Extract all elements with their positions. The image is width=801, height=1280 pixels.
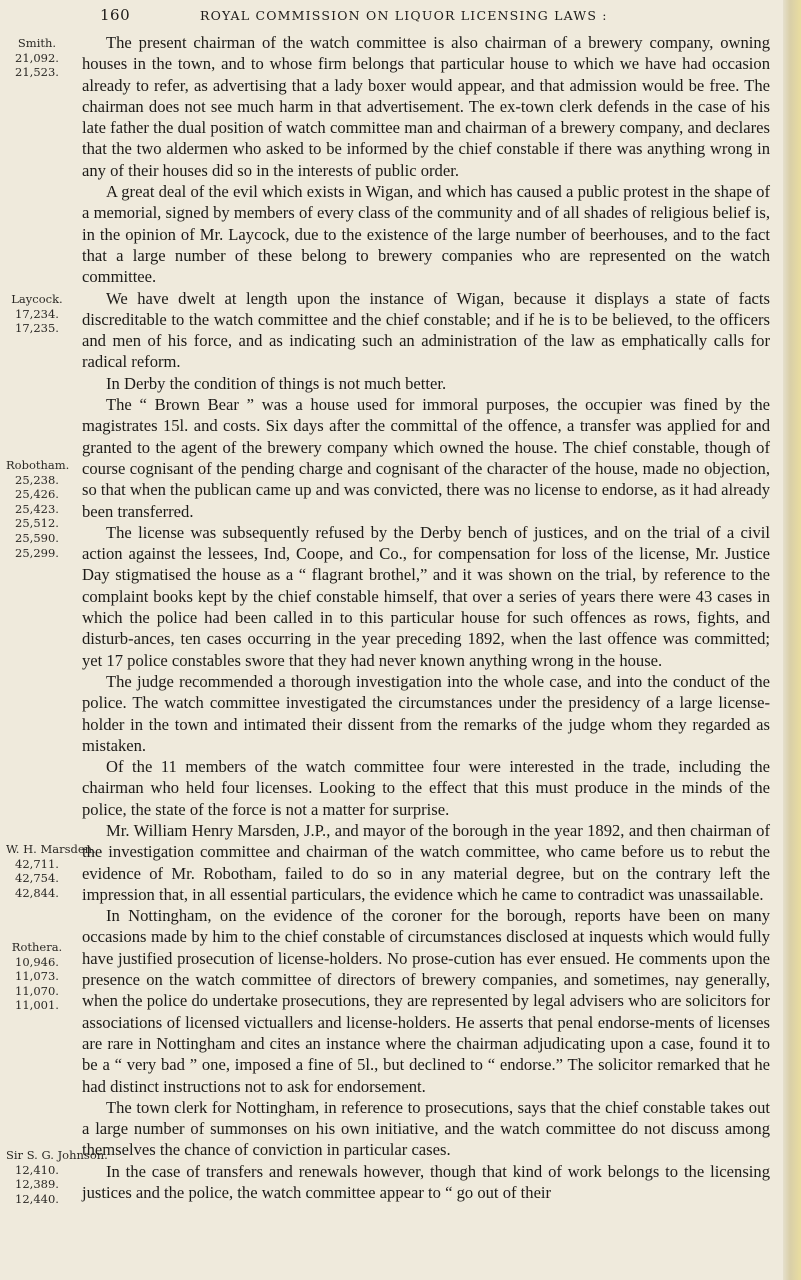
paragraph: In Nottingham, on the evidence of the coroner for the borough, reports have been on many occasions made by him to the chief constable of circumstances disclosed at inquests which would fully have justified prosecution of license-holders. No prose-cution has ever ensued. He comments upon the presence on the watch committee of directors of brewery companies, and sometimes, nay generally, when the police do undertake prosecutions, they are represented by legal advisers who are solicitors for associations of licensed victuallers and license-holders. He asserts that penal endorse-ments of licenses are rare in Nottingham and cites an instance where the chairman adjudicating upon a case, found it to be a “ very bad ” one, imposed a fine of 5l., but declined to “ endorse.” The solicitor remarked that he had distinct instructions not to ask for endorsement. (82, 906, 770, 1096)
margin-note-name: Laycock. (11, 292, 63, 306)
margin-note-laycock (6, 292, 68, 336)
paragraph: In Derby the condition of things is not much better. (106, 373, 447, 393)
margin-note-ref: 11,001. (15, 998, 59, 1013)
page-edge (783, 0, 801, 1280)
margin-note-ref: 11,073. (15, 969, 59, 984)
paragraph: A great deal of the evil which exists in Wigan, and which has caused a public protest in the shape of a memorial, signed by members of every class of the community and of all shades of religious belief is, in the opinion of Mr. Laycock, due to the existence of the large number of beerhouses, and to the fact that a large number of these belong to brewery companies who are represented on the watch committee. (82, 182, 770, 287)
margin-note-name: Robotham. (6, 458, 70, 472)
margin-note-ref: 42,711. (15, 856, 59, 871)
page-header (0, 4, 801, 28)
margin-note-marsden (6, 842, 96, 900)
margin-note-name: Smith. (17, 36, 57, 50)
margin-note-ref: 11,070. (15, 983, 59, 998)
paragraph: The license was subsequently refused by the Derby bench of justices, and on the trial of a civil action against the lessees, Ind, Coope, and Co., for compensation for loss of the license, Mr. Justice Day stigmatised the house as a “ flagrant brothel,” and it was shown on the trial, by reference to the complaint books kept by the chief constable himself, that over a series of years there were 43 cases in which the police had been called in to this particular house for such offences as rows, fights, and disturb-ances, ten cases occurring in the year preceding 1892, when the last offence was committed; yet 17 police constables swore that they had never known anything wrong in the house. (82, 522, 770, 670)
margin-note-robotham (6, 458, 68, 560)
margin-note-ref: 12,389. (15, 1177, 59, 1192)
running-head: ROYAL COMMISSION ON LIQUOR LICENSING LAWS : (200, 8, 608, 23)
margin-note-ref: 10,946. (15, 954, 59, 969)
margin-note-ref: 12,410. (15, 1162, 59, 1177)
body-text (82, 32, 770, 1203)
margin-note-ref: 25,423. (15, 501, 59, 516)
margin-note-smith (6, 36, 68, 80)
paragraph: The “ Brown Bear ” was a house used for immoral purposes, the occupier was fined by the magistrates 15l. and costs. Six days after the committal of the offence, a transfer was applied for and granted to the agent of the brewery company which owned the house. The chief constable, though of course cognisant of the pending charge and cognisant of the character of the house, made no objection, so that when the publican came up and was convicted, there was no license to endorse, as it had already been transferred. (82, 395, 770, 521)
paragraph: Mr. William Henry Marsden, J.P., and mayor of the borough in the year 1892, and then chairman of the investigation committee and chairman of the watch committee, who came before us to rebut the evidence of Mr. Robotham, failed to do so in any material degree, but on the contrary left the impression that, in all essential particulars, the evidence which he came to contradict was unassailable. (82, 820, 770, 904)
paragraph: The judge recommended a thorough investigation into the whole case, and into the conduct of the police. The watch committee investigated the circumstances under the presidency of a large license-holder in the town and intimated their dissent from the remarks of the judge whom they regarded as mistaken. (82, 671, 770, 755)
page-number: 160 (100, 6, 131, 24)
margin-note-ref: 21,523. (15, 65, 59, 80)
margin-note-ref: 12,440. (15, 1191, 59, 1206)
paragraph: We have dwelt at length upon the instance of Wigan, because it displays a state of facts discreditable to the watch committee and the chief constable; and if he is to be believed, to the officers and men of his force, and as indicating such an administration of the law as emphatically calls for radical reform. (82, 288, 770, 372)
margin-note-ref: 25,512. (15, 516, 59, 531)
margin-note-ref: 25,299. (15, 545, 59, 560)
margin-note-ref: 25,426. (15, 487, 59, 502)
margin-note-name: W. H. Marsden. (6, 842, 96, 856)
paragraph: Of the 11 members of the watch committee four were interested in the trade, including the chairman who held four licenses. Looking to the effect that this must produce in the minds of the police, the state of the force is not a matter for surprise. (82, 757, 770, 819)
paragraph: The town clerk for Nottingham, in reference to prosecutions, says that the chief constable takes out a large number of summonses on his own initiative, and the watch committee do not discuss among themselves the chance of conviction in particular cases. (82, 1097, 770, 1160)
paragraph: In the case of transfers and renewals however, though that kind of work belongs to the licensing justices and the police, the watch committee appear to “ go out of their (82, 1161, 770, 1203)
margin-note-ref: 17,234. (15, 306, 59, 321)
margin-note-ref: 17,235. (15, 321, 59, 336)
margin-note-rothera (6, 940, 68, 1013)
margin-note-ref: 42,844. (15, 885, 59, 900)
margin-note-johnson (6, 1148, 108, 1206)
margin-note-ref: 21,092. (15, 50, 59, 65)
margin-note-ref: 25,590. (15, 530, 59, 545)
margin-note-name: Rothera. (11, 940, 63, 954)
margin-note-ref: 42,754. (15, 871, 59, 886)
paragraph: The present chairman of the watch committee is also chairman of a brewery company, owning houses in the town, and to whose firm belongs that particular house to which we have had occasion already to refer, as advertising that a lady boxer would appear, and that admission would be free. The chairman does not see much harm in that advertisement. The ex-town clerk defends in the case of his late father the dual position of watch committee man and chairman of a brewery company, and declares that the two aldermen who asked to be informed by the chief constable if there was anything wrong in any of their houses did so in the interests of public order. (82, 33, 770, 180)
margin-note-ref: 25,238. (15, 472, 59, 487)
margin-note-name: Sir S. G. Johnson. (6, 1148, 108, 1162)
